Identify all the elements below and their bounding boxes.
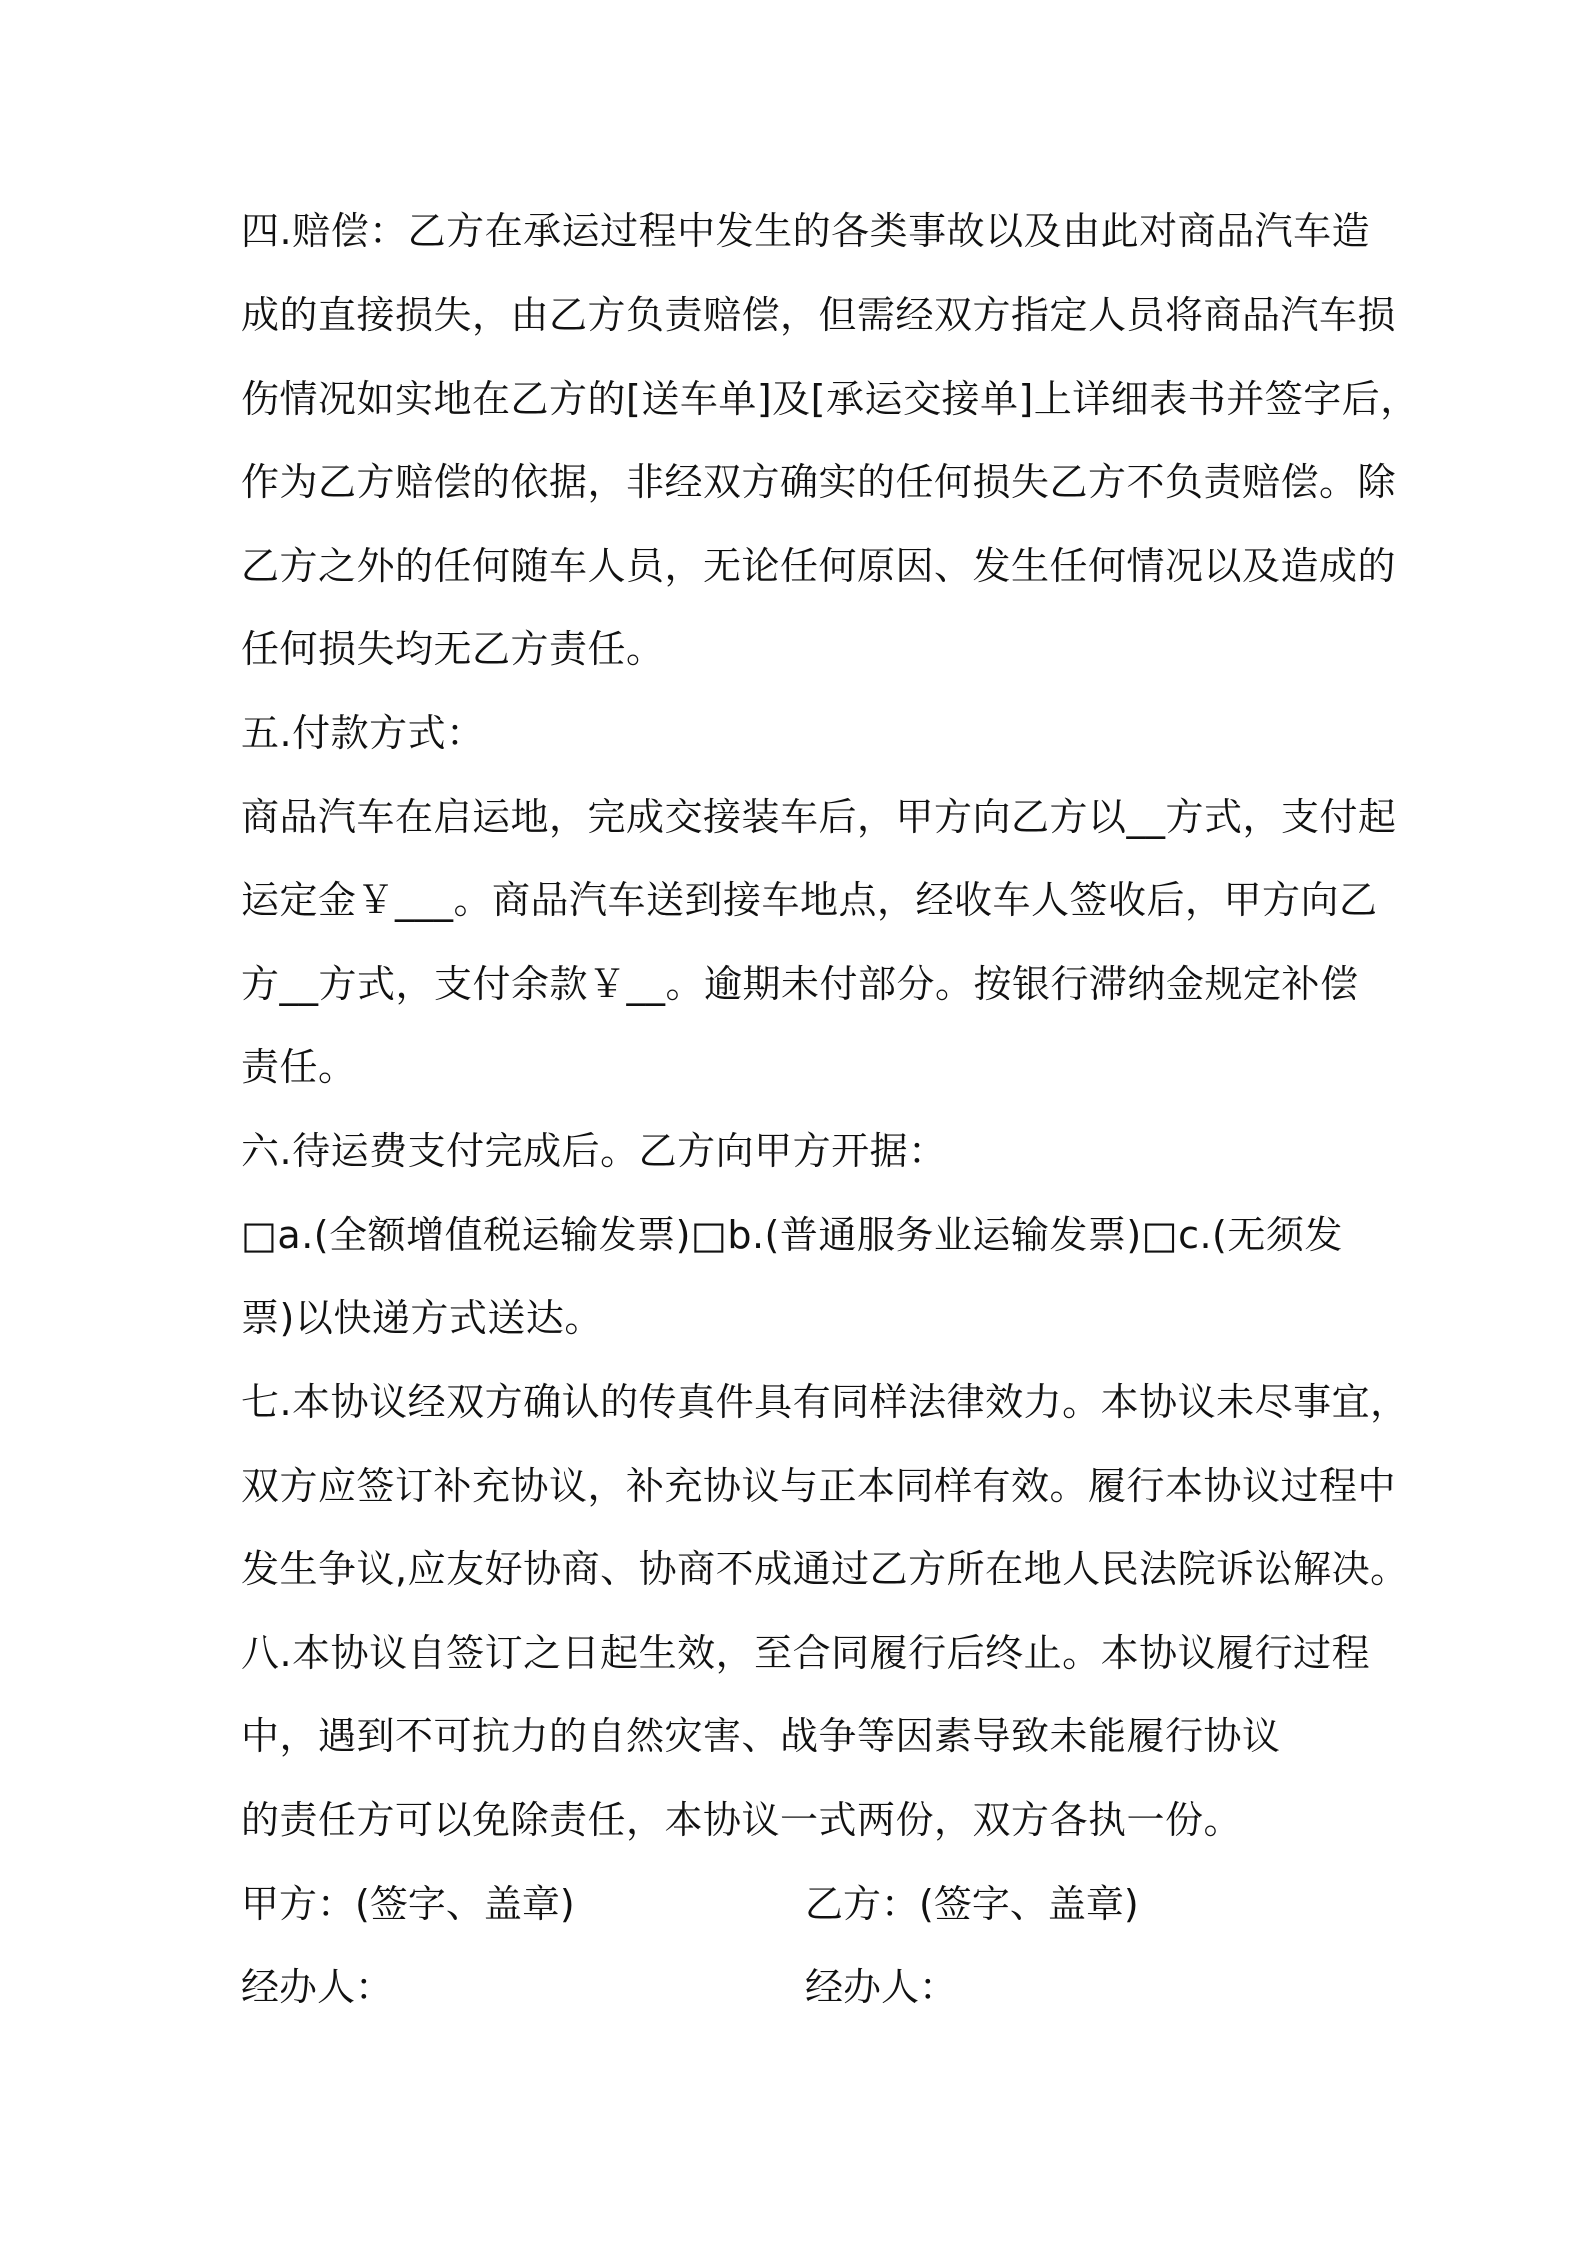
text-line: 方__方式，支付余款￥__。逾期未付部分。按银行滞纳金规定补偿 [241, 962, 1359, 1006]
invoice-options-line: □a.(全额增值税运输发票)□b.(普通服务业运输发票)□c.(无须发 [241, 1213, 1343, 1257]
text-line: 七.本协议经双方确认的传真件具有同样法律效力。本协议未尽事宜， [241, 1380, 1409, 1424]
section-heading: 六.待运费支付完成后。乙方向甲方开据： [241, 1129, 947, 1173]
text-line: 成的直接损失，由乙方负责赔偿，但需经双方指定人员将商品汽车损 [241, 293, 1397, 337]
text-line: 八.本协议自签订之日起生效，至合同履行后终止。本协议履行过程 [241, 1631, 1371, 1675]
text-line: 任何损失均无乙方责任。 [241, 627, 665, 671]
party-a-signature-label: 甲方：(签字、盖章) [241, 1882, 575, 1926]
text-line: 责任。 [241, 1045, 357, 1089]
text-line: 伤情况如实地在乙方的[送车单]及[承运交接单]上详细表书并签字后， [241, 377, 1419, 421]
party-a-agent-label: 经办人： [241, 1965, 394, 2009]
text-line: 发生争议,应友好协商、协商不成通过乙方所在地人民法院诉讼解决。 [241, 1547, 1409, 1591]
text-line: 双方应签订补充协议，补充协议与正本同样有效。履行本协议过程中 [241, 1464, 1397, 1508]
text-line: 中，遇到不可抗力的自然灾害、战争等因素导致未能履行协议 [241, 1714, 1281, 1758]
text-line: 作为乙方赔偿的依据，非经双方确实的任何损失乙方不负责赔偿。除 [241, 460, 1397, 504]
party-b-signature-label: 乙方：(签字、盖章) [805, 1882, 1139, 1926]
party-b-agent-label: 经办人： [805, 1965, 958, 2009]
section-heading: 五.付款方式： [241, 711, 485, 755]
text-line: 票)以快递方式送达。 [241, 1296, 603, 1340]
text-line: 商品汽车在启运地，完成交接装车后，甲方向乙方以__方式，支付起 [241, 795, 1397, 839]
text-line: 的责任方可以免除责任，本协议一式两份，双方各执一份。 [241, 1798, 1243, 1842]
text-line: 乙方之外的任何随车人员，无论任何原因、发生任何情况以及造成的 [241, 544, 1397, 588]
text-line: 运定金￥___。商品汽车送到接车地点，经收车人签收后，甲方向乙 [241, 878, 1378, 922]
text-line: 四.赔偿：乙方在承运过程中发生的各类事故以及由此对商品汽车造 [241, 209, 1371, 253]
